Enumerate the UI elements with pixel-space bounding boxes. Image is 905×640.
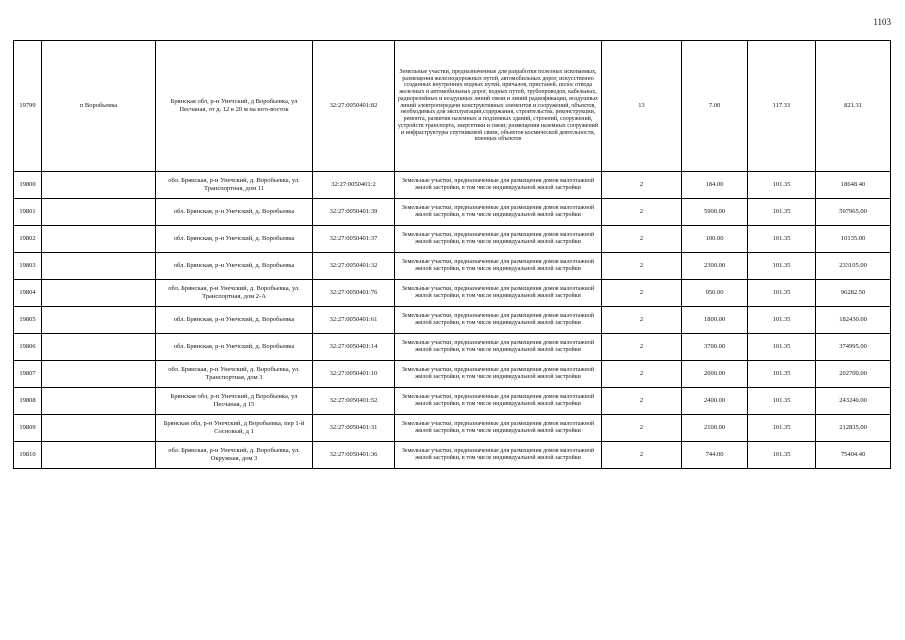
area-cell: 1800.00 — [682, 307, 748, 334]
cadastral-value-cell: 212835.00 — [816, 415, 891, 442]
settlement-cell — [42, 442, 156, 469]
row-number-cell: 19799 — [14, 41, 42, 172]
table-row — [14, 442, 891, 469]
cadastral-number-cell: 32:27:0050401:36 — [313, 442, 395, 469]
use-group-cell: 2 — [602, 280, 682, 307]
cadastral-number-cell: 32:27:0050401:39 — [313, 199, 395, 226]
settlement-cell — [42, 361, 156, 388]
specific-value-cell: 101.35 — [748, 388, 816, 415]
land-use-purpose-cell: Земельные участки, предназначенные для размещения домов малоэтажной жилой застройки, в том числе индивидуальной жилой застройки — [395, 253, 602, 280]
address-cell: Брянская обл, р-н Унечский, д Воробьевка, пер 1-й Сосновый, д 1 — [156, 415, 313, 442]
row-number-cell: 19800 — [14, 172, 42, 199]
table-row — [14, 199, 891, 226]
row-number-cell: 19802 — [14, 226, 42, 253]
cadastral-number-cell: 32:27:0050401:76 — [313, 280, 395, 307]
cadastral-number-cell: 32:27:0050401:61 — [313, 307, 395, 334]
table-row — [14, 388, 891, 415]
use-group-cell: 2 — [602, 226, 682, 253]
specific-value-cell: 101.35 — [748, 172, 816, 199]
cadastral-register-table — [13, 40, 891, 469]
cadastral-number-cell: 32:27:0050401:52 — [313, 388, 395, 415]
use-group-cell: 2 — [602, 388, 682, 415]
address-cell: обл. Брянская, р-н Унечский, д. Воробьевка — [156, 199, 313, 226]
table-row — [14, 334, 891, 361]
settlement-cell — [42, 199, 156, 226]
land-use-purpose-cell: Земельные участки, предназначенные для размещения домов малоэтажной жилой застройки, в том числе индивидуальной жилой застройки — [395, 226, 602, 253]
land-use-purpose-cell: Земельные участки, предназначенные для размещения домов малоэтажной жилой застройки, в том числе индивидуальной жилой застройки — [395, 280, 602, 307]
land-use-purpose-cell: Земельные участки, предназначенные для размещения домов малоэтажной жилой застройки, в том числе индивидуальной жилой застройки — [395, 415, 602, 442]
specific-value-cell: 117.33 — [748, 41, 816, 172]
use-group-cell: 2 — [602, 307, 682, 334]
area-cell: 184.00 — [682, 172, 748, 199]
settlement-cell — [42, 388, 156, 415]
row-number-cell: 19809 — [14, 415, 42, 442]
cadastral-value-cell: 243240.00 — [816, 388, 891, 415]
table-row — [14, 41, 891, 172]
table-row — [14, 172, 891, 199]
specific-value-cell: 101.35 — [748, 253, 816, 280]
address-cell: обл. Брянская, р-н Унечский, д. Воробьевка, ул. Транспортная, дом 11 — [156, 172, 313, 199]
area-cell: 950.00 — [682, 280, 748, 307]
area-cell: 5900.00 — [682, 199, 748, 226]
settlement-cell — [42, 172, 156, 199]
specific-value-cell: 101.35 — [748, 415, 816, 442]
cadastral-value-cell: 597965.00 — [816, 199, 891, 226]
cadastral-number-cell: 32:27:0050401:14 — [313, 334, 395, 361]
cadastral-value-cell: 18648.40 — [816, 172, 891, 199]
settlement-cell — [42, 415, 156, 442]
land-use-purpose-cell: Земельные участки, предназначенные для размещения домов малоэтажной жилой застройки, в том числе индивидуальной жилой застройки — [395, 442, 602, 469]
address-cell: Брянская обл, р-н Унечский, д Воробьевка, ул Песчаная, от д. 12 в 20 м на юго-восток — [156, 41, 313, 172]
address-cell: обл. Брянская, р-н Унечский, д. Воробьевка — [156, 334, 313, 361]
settlement-cell — [42, 307, 156, 334]
table-row — [14, 415, 891, 442]
specific-value-cell: 101.35 — [748, 307, 816, 334]
address-cell: Брянская обл, р-н Унечский, д Воробьевка, ул Песчаная, д 15 — [156, 388, 313, 415]
cadastral-number-cell: 32:27:0050401:82 — [313, 41, 395, 172]
cadastral-value-cell: 96282.50 — [816, 280, 891, 307]
specific-value-cell: 101.35 — [748, 442, 816, 469]
table-row — [14, 307, 891, 334]
page-number: 1103 — [873, 17, 891, 27]
area-cell: 2000.00 — [682, 361, 748, 388]
use-group-cell: 2 — [602, 334, 682, 361]
use-group-cell: 2 — [602, 199, 682, 226]
area-cell: 7.00 — [682, 41, 748, 172]
use-group-cell: 2 — [602, 253, 682, 280]
area-cell: 100.00 — [682, 226, 748, 253]
address-cell: обл. Брянская, р-н Унечский, д. Воробьевка, ул. Транспортная, дом 3 — [156, 361, 313, 388]
area-cell: 744.00 — [682, 442, 748, 469]
specific-value-cell: 101.35 — [748, 280, 816, 307]
cadastral-value-cell: 233105.00 — [816, 253, 891, 280]
use-group-cell: 2 — [602, 442, 682, 469]
table-row — [14, 280, 891, 307]
row-number-cell: 19810 — [14, 442, 42, 469]
settlement-cell — [42, 226, 156, 253]
cadastral-number-cell: 32:27:0050401:2 — [313, 172, 395, 199]
table-row — [14, 226, 891, 253]
address-cell: обл. Брянская, р-н Унечский, д. Воробьевка — [156, 307, 313, 334]
settlement-cell — [42, 334, 156, 361]
cadastral-number-cell: 32:27:0050401:31 — [313, 415, 395, 442]
land-use-purpose-cell: Земельные участки, предназначенные для размещения домов малоэтажной жилой застройки, в том числе индивидуальной жилой застройки — [395, 172, 602, 199]
settlement-cell — [42, 253, 156, 280]
use-group-cell: 2 — [602, 415, 682, 442]
cadastral-value-cell: 10135.00 — [816, 226, 891, 253]
specific-value-cell: 101.35 — [748, 361, 816, 388]
area-cell: 2100.00 — [682, 415, 748, 442]
table-row — [14, 361, 891, 388]
area-cell: 2400.00 — [682, 388, 748, 415]
address-cell: обл. Брянская, р-н Унечский, д. Воробьевка — [156, 253, 313, 280]
cadastral-value-cell: 821.31 — [816, 41, 891, 172]
settlement-cell: п Воробьевка — [42, 41, 156, 172]
address-cell: обл. Брянская, р-н Унечский, д. Воробьевка, ул. Транспортная, дом 2-А — [156, 280, 313, 307]
address-cell: обл. Брянская, р-н Унечский, д. Воробьевка, ул. Окружная, дом 3 — [156, 442, 313, 469]
specific-value-cell: 101.35 — [748, 199, 816, 226]
row-number-cell: 19803 — [14, 253, 42, 280]
specific-value-cell: 101.35 — [748, 334, 816, 361]
row-number-cell: 19805 — [14, 307, 42, 334]
cadastral-value-cell: 374995.00 — [816, 334, 891, 361]
specific-value-cell: 101.35 — [748, 226, 816, 253]
use-group-cell: 2 — [602, 361, 682, 388]
land-use-purpose-cell: Земельные участки, предназначенные для размещения домов малоэтажной жилой застройки, в том числе индивидуальной жилой застройки — [395, 334, 602, 361]
settlement-cell — [42, 280, 156, 307]
land-use-purpose-cell: Земельные участки, предназначенные для размещения домов малоэтажной жилой застройки, в том числе индивидуальной жилой застройки — [395, 307, 602, 334]
cadastral-value-cell: 182430.00 — [816, 307, 891, 334]
cadastral-value-cell: 202700.00 — [816, 361, 891, 388]
cadastral-number-cell: 32:27:0050401:32 — [313, 253, 395, 280]
land-use-purpose-cell: Земельные участки, предназначенные для размещения домов малоэтажной жилой застройки, в том числе индивидуальной жилой застройки — [395, 361, 602, 388]
table-row — [14, 253, 891, 280]
land-use-purpose-cell: Земельные участки, предназначенные для разработки полезных ископаемых, размещения железнодорожных путей, автомобильных дорог, искусственно созданных внутренних водных путей, причалов, пристаней, полос отвода железных и автомобильных дорог, водных путей, трубопроводов, кабельных, радиорелейных и воздушных линий связи и линий радиофикации, воздушных линий электропередачи конструктивных элементов и сооружений, объектов, необходимых для эксплуатации,содержания, строительства, реконструкции, ремонта, развития наземных и подземных зданий, строений, сооружений, устройств транспорта, энергетики и связи; размещения наземных сооружений и инфраструктуры спутниковой связи, объектов космической деятельности, военных объектов — [395, 41, 602, 172]
table-body — [14, 41, 891, 469]
cadastral-value-cell: 75404.40 — [816, 442, 891, 469]
row-number-cell: 19801 — [14, 199, 42, 226]
address-cell: обл. Брянская, р-н Унечский, д. Воробьевка — [156, 226, 313, 253]
row-number-cell: 19804 — [14, 280, 42, 307]
land-use-purpose-cell: Земельные участки, предназначенные для размещения домов малоэтажной жилой застройки, в том числе индивидуальной жилой застройки — [395, 199, 602, 226]
use-group-cell: 2 — [602, 172, 682, 199]
row-number-cell: 19806 — [14, 334, 42, 361]
use-group-cell: 13 — [602, 41, 682, 172]
land-use-purpose-cell: Земельные участки, предназначенные для размещения домов малоэтажной жилой застройки, в том числе индивидуальной жилой застройки — [395, 388, 602, 415]
area-cell: 2300.00 — [682, 253, 748, 280]
row-number-cell: 19808 — [14, 388, 42, 415]
area-cell: 3700.00 — [682, 334, 748, 361]
cadastral-number-cell: 32:27:0050401:37 — [313, 226, 395, 253]
row-number-cell: 19807 — [14, 361, 42, 388]
cadastral-number-cell: 32:27:0050401:10 — [313, 361, 395, 388]
